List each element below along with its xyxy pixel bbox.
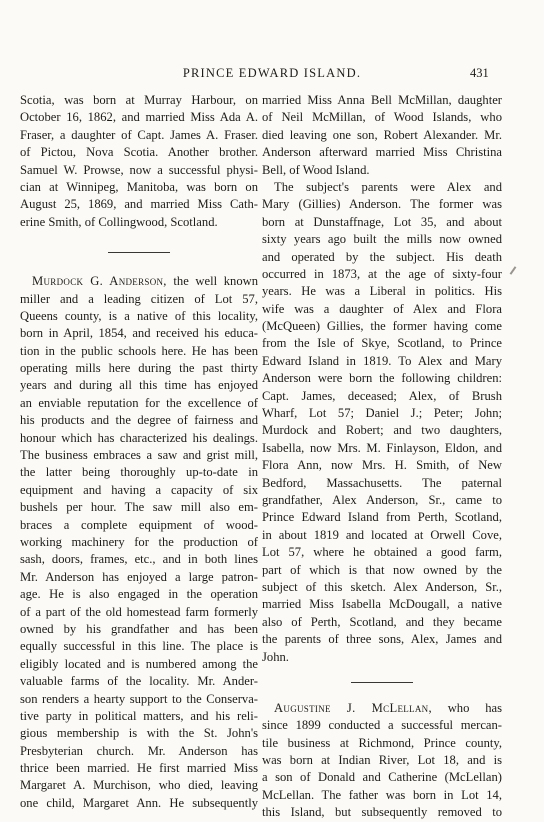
text-line: grandfather, Alex Anderson, Sr., came to bbox=[262, 492, 502, 507]
text-line: born at Dunstaffnage, Lot 35, and about bbox=[262, 214, 502, 229]
text-line: a son of Donald and Catherine (McLellan) bbox=[262, 770, 502, 785]
text-line: Scotia, was born at Murray Harbour, on bbox=[20, 93, 258, 107]
text-line: Edward Island in 1819. To Alex and Mary bbox=[262, 353, 502, 368]
text-line: since 1899 conducted a successful mercan- bbox=[262, 718, 502, 733]
text-line: Anderson afterward married Miss Christina bbox=[262, 145, 502, 160]
text-line: Prince Edward Island from Perth, Scotland, bbox=[262, 510, 502, 525]
text-line: thrice been married. He first married Miss bbox=[20, 761, 258, 776]
text-line: braces a complete equipment of wood- bbox=[20, 517, 258, 532]
paragraph-anderson-marriages bbox=[262, 92, 502, 179]
text-line: sixty years ago built the mills now owned bbox=[262, 232, 502, 247]
text-line: from the Isle of Skye, Scotland, to Prince bbox=[262, 336, 502, 351]
text-line: owned by his grandfather and has been bbox=[20, 621, 258, 636]
text-line: part of which is that now owned by the bbox=[262, 562, 502, 577]
text-fragment: the well known bbox=[166, 274, 258, 289]
text-line: The business embraces a saw and grist mill, bbox=[20, 448, 258, 463]
text-line: Isabella, now Mrs. M. Finlayson, Eldon, and bbox=[262, 440, 502, 455]
paragraph-prowse-continued bbox=[20, 92, 258, 231]
text-line: of Neil McMillan, of Wood Islands, who bbox=[262, 110, 502, 125]
text-line: Bedford, Massachusetts. The paternal bbox=[262, 475, 502, 490]
text-line: of a part of the old homestead farm formerly bbox=[20, 604, 258, 619]
text-line: years. He was a Liberal in politics. His bbox=[262, 284, 502, 299]
subject-name: Augustine J. McLellan, bbox=[274, 700, 432, 715]
text-line: born in April, 1854, and received his educa- bbox=[20, 326, 258, 341]
text-line: an enviable reputation for the excellence of bbox=[20, 395, 258, 410]
text-line: Flora Ann, now Mrs. H. Smith, of New bbox=[262, 458, 502, 473]
text-line: of Pictou, Nova Scotia. Another brother. bbox=[20, 145, 258, 160]
section-divider bbox=[262, 666, 502, 700]
text-line: bushels per hour. The saw mill also em- bbox=[20, 500, 258, 515]
text-line: years and during all this time has enjoyed bbox=[20, 378, 258, 393]
text-line: was born at Indian River, Lot 18, and is bbox=[262, 753, 502, 768]
text-line bbox=[20, 273, 258, 290]
text-line: Wharf, Lot 57; Daniel J.; Peter; John; bbox=[262, 406, 502, 421]
text-line: sash, doors, frames, etc., and in both lines bbox=[20, 552, 258, 567]
text-line: equipment and having a capacity of six bbox=[20, 482, 258, 497]
text-line: gious membership is with the St. John's bbox=[20, 726, 258, 741]
text-line: erine Smith, of Collingwood, Scotland. bbox=[20, 214, 218, 229]
running-title: PRINCE EDWARD ISLAND. bbox=[182, 66, 362, 80]
paragraph-augustine-mclellan bbox=[262, 700, 502, 822]
text-line: tion in the public schools here. He has been bbox=[20, 343, 258, 358]
left-column bbox=[20, 92, 258, 812]
divider-rule bbox=[351, 682, 413, 683]
text-line: miller and a leading citizen of Lot 57, bbox=[20, 291, 258, 306]
text-line: married Miss Anna Bell McMillan, daughter bbox=[262, 93, 502, 107]
text-fragment: who has bbox=[431, 700, 502, 715]
text-line: wife was a daughter of Alex and Flora bbox=[262, 301, 502, 316]
text-line: (McQueen) Gillies, the former having come bbox=[262, 319, 502, 334]
text-line: The subject's parents were Alex and bbox=[274, 179, 502, 194]
text-line: occurred in 1873, at the age of sixty-four bbox=[262, 266, 502, 281]
text-line: Mr. Anderson has enjoyed a large patron- bbox=[20, 569, 258, 584]
text-line: Mary (Gillies) Anderson. The former was bbox=[262, 197, 502, 212]
text-line: and operated by the subject. His death bbox=[262, 249, 502, 264]
text-line: cian at Winnipeg, Manitoba, was born on bbox=[20, 179, 258, 194]
text-line: the parents of three sons, Alex, James and bbox=[262, 632, 502, 647]
text-line: also of Perth, Scotland, and they became bbox=[262, 614, 502, 629]
text-line: October 16, 1862, and married Miss Ada A. bbox=[20, 110, 258, 125]
text-line: age. He is also engaged in the operation bbox=[20, 587, 258, 602]
text-line: this Island, but subsequently removed to bbox=[262, 805, 502, 820]
subject-name: Murdock G. Anderson, bbox=[32, 274, 167, 289]
paragraph-murdock-anderson bbox=[20, 273, 258, 812]
text-line: one child, Margaret Ann. He subsequently bbox=[20, 795, 258, 810]
text-line: Bell, of Wood Island. bbox=[262, 162, 370, 177]
text-line: Anderson were born the following children: bbox=[262, 371, 502, 386]
text-line: Fraser, a daughter of Capt. James A. Fraser. bbox=[20, 127, 258, 142]
text-line: subject of this sketch. Alex Anderson, Sr., bbox=[262, 579, 502, 594]
text-line: John. bbox=[262, 649, 289, 664]
text-line: Samuel W. Prowse, now a successful physi- bbox=[20, 162, 258, 177]
text-line: Lot 57, where he obtained a good farm, bbox=[262, 545, 502, 560]
text-line: honour which has characterized his dealings. bbox=[20, 430, 258, 445]
text-line: Capt. James, deceased; Alex, of Brush bbox=[262, 388, 502, 403]
section-divider bbox=[20, 231, 258, 273]
text-line: married Miss Isabella McDougall, a native bbox=[262, 597, 502, 612]
text-line: died leaving one son, Robert Alexander. Mr. bbox=[262, 127, 502, 142]
text-line bbox=[262, 700, 502, 717]
text-line: tile business at Richmond, Prince county, bbox=[262, 735, 502, 750]
text-line: operating mills here during the past thirty bbox=[20, 361, 258, 376]
text-line: Presbyterian church. Mr. Anderson has bbox=[20, 743, 258, 758]
text-line: son renders a hearty support to the Conserva- bbox=[20, 691, 258, 706]
page-number: 431 bbox=[470, 66, 489, 80]
text-line: his products and the degree of fairness and bbox=[20, 413, 258, 428]
right-column bbox=[262, 92, 502, 822]
text-line: McLellan. The father was born in Lot 14, bbox=[262, 787, 502, 802]
text-line: working machinery for the production of bbox=[20, 534, 258, 549]
text-line: in about 1819 and located at Orwell Cove, bbox=[262, 527, 502, 542]
text-line: eligibly located and is numbered among the bbox=[20, 656, 258, 671]
text-line: equally successful in this line. The place is bbox=[20, 639, 258, 654]
paragraph-anderson-parents bbox=[262, 179, 502, 666]
text-line: August 25, 1869, and married Miss Cath- bbox=[20, 197, 258, 212]
text-line: Queens county, is a native of this locality, bbox=[20, 308, 258, 323]
text-line: valuable farms of the locality. Mr. Ander- bbox=[20, 674, 258, 689]
margin-mark bbox=[510, 266, 517, 275]
text-line: Margaret A. Murchison, who died, leaving bbox=[20, 778, 258, 793]
text-line: Murdock and Robert; and two daughters, bbox=[262, 423, 502, 438]
text-line: tive party in political matters, and his reli- bbox=[20, 708, 258, 723]
divider-rule bbox=[108, 252, 170, 253]
text-line: the latter being thoroughly up-to-date in bbox=[20, 465, 258, 480]
